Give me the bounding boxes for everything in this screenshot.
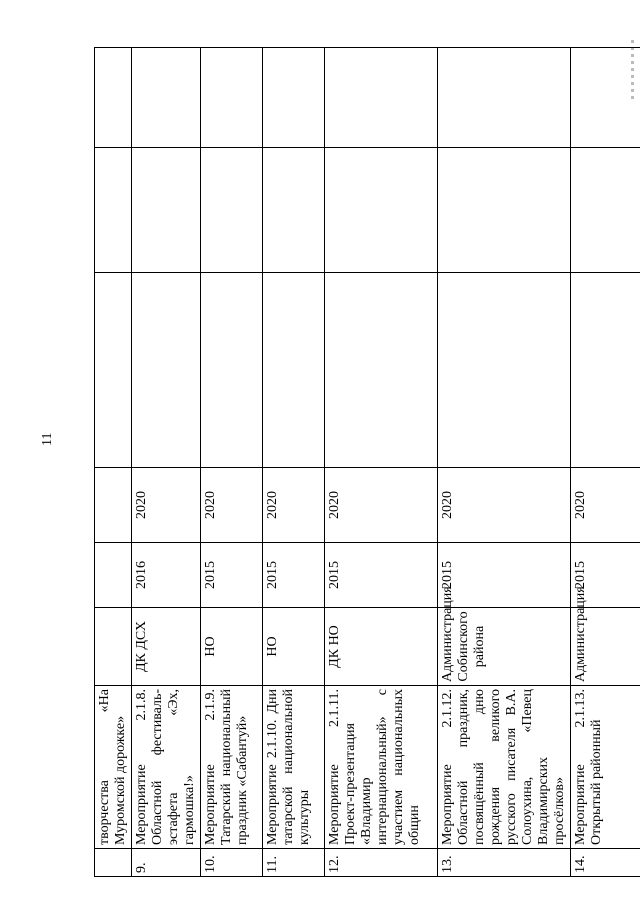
table-row xyxy=(571,48,640,877)
end-year: 2020 xyxy=(571,468,640,543)
end-year: 2020 xyxy=(263,468,325,543)
event-name: Мероприятие 2.1.11. Проект-презентация «Владимир интернациональный» с участием национальных общин xyxy=(325,686,438,849)
event-name: Мероприятие 2.1.12. Областной праздник, посвящённый дню рождения великого русского писателя В.А. Солоухина, «Певец Владимирских просёлков» xyxy=(438,686,571,849)
empty-cell xyxy=(571,148,640,273)
table-row xyxy=(325,48,438,877)
empty-cell xyxy=(201,48,263,148)
empty-cell xyxy=(95,273,132,468)
start-year: 2015 xyxy=(438,543,571,608)
empty-cell xyxy=(263,273,325,468)
start-year xyxy=(95,543,132,608)
events-table xyxy=(94,47,640,877)
end-year: 2020 xyxy=(132,468,201,543)
executor: Администрация xyxy=(571,608,640,686)
row-number: 13. xyxy=(438,849,571,877)
empty-cell xyxy=(132,148,201,273)
event-name: Мероприятие 2.1.10. Дни татарской национальной культуры xyxy=(263,686,325,849)
table-row xyxy=(263,48,325,877)
empty-cell xyxy=(132,48,201,148)
row-number: 14. xyxy=(571,849,640,877)
table-row xyxy=(201,48,263,877)
row-number xyxy=(95,849,132,877)
empty-cell xyxy=(438,148,571,273)
empty-cell xyxy=(438,48,571,148)
table-row xyxy=(132,48,201,877)
start-year: 2015 xyxy=(201,543,263,608)
empty-cell xyxy=(571,273,640,468)
empty-cell xyxy=(201,273,263,468)
empty-cell xyxy=(201,148,263,273)
end-year: 2020 xyxy=(325,468,438,543)
executor: Администрация Собинского района xyxy=(438,608,571,686)
empty-cell xyxy=(325,148,438,273)
end-year: 2020 xyxy=(201,468,263,543)
start-year: 2015 xyxy=(325,543,438,608)
row-number: 10. xyxy=(201,849,263,877)
executor: ДК ДСХ xyxy=(132,608,201,686)
table-row xyxy=(438,48,571,877)
executor: НО xyxy=(201,608,263,686)
start-year: 2016 xyxy=(132,543,201,608)
start-year: 2015 xyxy=(263,543,325,608)
empty-cell xyxy=(263,148,325,273)
row-number: 12. xyxy=(325,849,438,877)
empty-cell xyxy=(571,48,640,148)
end-year xyxy=(95,468,132,543)
page-number: 11 xyxy=(40,432,55,446)
empty-cell xyxy=(95,148,132,273)
row-number: 9. xyxy=(132,849,201,877)
empty-cell xyxy=(132,273,201,468)
executor xyxy=(95,608,132,686)
row-number: 11. xyxy=(263,849,325,877)
end-year: 2020 xyxy=(438,468,571,543)
event-name: Мероприятие 2.1.8. Областной фестиваль-эстафета «Эх, гармошка!» xyxy=(132,686,201,849)
executor: НО xyxy=(263,608,325,686)
table-row xyxy=(95,48,132,877)
empty-cell xyxy=(263,48,325,148)
empty-cell xyxy=(325,273,438,468)
empty-cell xyxy=(325,48,438,148)
empty-cell xyxy=(95,48,132,148)
event-name: творчества «На Муромской дорожке» xyxy=(95,686,132,849)
executor: ДК НО xyxy=(325,608,438,686)
event-name: Мероприятие 2.1.13. Открытый районный xyxy=(571,686,640,849)
start-year: 2015 xyxy=(571,543,640,608)
rotated-table-container xyxy=(94,48,621,877)
empty-cell xyxy=(438,273,571,468)
event-name: Мероприятие 2.1.9. Татарский национальный праздник «Сабантуй» xyxy=(201,686,263,849)
